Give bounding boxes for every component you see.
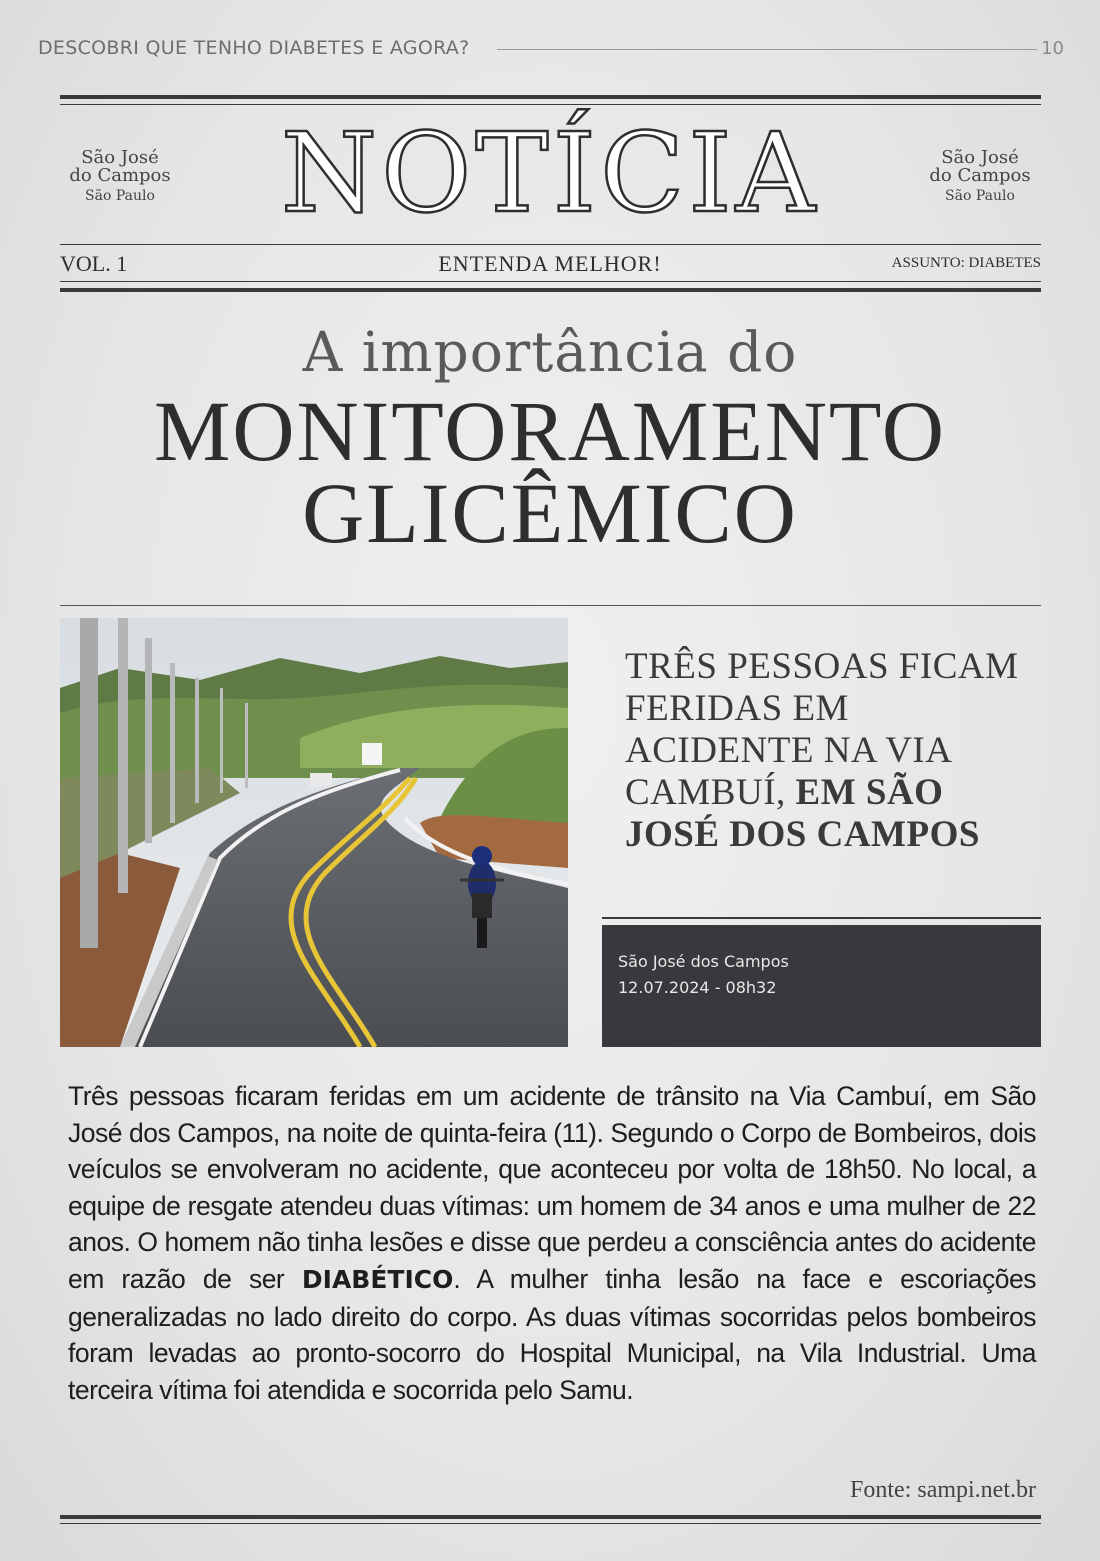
subject-label: ASSUNTO: DIABETES — [891, 255, 1041, 271]
page-number: 10 — [1041, 38, 1064, 59]
footer-rule — [60, 1515, 1041, 1519]
location-left-line2: do Campos — [69, 165, 171, 186]
story-body-after: . A mulher tinha lesão na face e escoriações generalizadas no lado direito do corpo. As duas vítimas socorridas pelos bombeiros foram levadas ao pronto-socorro do Hospital Municipal, na Vila Industrial. Uma terceira vítima foi atendida e socorrida pelo Samu. — [68, 1263, 1036, 1405]
running-head-rule — [497, 49, 1037, 50]
masthead-top-rule-thin — [60, 104, 1041, 105]
tagline: ENTENDA MELHOR! — [438, 251, 662, 276]
story-body — [68, 1078, 1036, 1408]
headline-main-line1: MONITORAMENTO — [153, 383, 947, 479]
story-location: São José dos Campos — [618, 952, 789, 971]
road-accident-photo — [60, 618, 568, 1047]
headline-main-line2: GLICÊMICO — [302, 465, 798, 561]
location-right-line2: do Campos — [929, 165, 1031, 186]
location-left — [50, 149, 190, 203]
location-right-line3: São Paulo — [945, 188, 1015, 204]
footer-rule-thin — [60, 1523, 1041, 1524]
headline-divider — [60, 605, 1041, 606]
volume-label: VOL. 1 — [60, 251, 128, 276]
location-left-line3: São Paulo — [85, 188, 155, 204]
location-right-line1: São José — [941, 147, 1019, 168]
subbar-bottom-rule — [60, 288, 1041, 292]
running-head-title: DESCOBRI QUE TENHO DIABETES E AGORA? — [38, 37, 470, 59]
subbar-top-rule — [60, 244, 1041, 245]
subbar-bottom-rule-thin — [60, 281, 1041, 282]
masthead-title: NOTÍCIA — [280, 109, 820, 237]
story-datetime: 12.07.2024 - 08h32 — [618, 978, 777, 997]
location-left-line1: São José — [81, 147, 159, 168]
story-divider — [602, 917, 1041, 919]
location-right — [910, 149, 1050, 203]
story-info-box — [602, 925, 1041, 1047]
story-source: Fonte: sampi.net.br — [850, 1477, 1036, 1503]
headline-sub: A importância do — [302, 320, 798, 384]
story-headline — [625, 646, 1035, 856]
story-body-before: Três pessoas ficaram feridas em um acidente de trânsito na Via Cambuí, em São José dos Campos, na noite de quinta-feira (11). Segundo o Corpo de Bombeiros, dois veículos se envolveram no acidente, que aconteceu por volta de 18h50. No local, a equipe de resgate atendeu duas vítimas: um homem de 34 anos e uma mulher de 22 anos. O homem não tinha lesões e disse que perdeu a consciência antes do acidente em razão de ser — [68, 1081, 1036, 1294]
story-body-bold: DIABÉTICO — [301, 1264, 454, 1294]
story-headline-regular: TRÊS PESSOAS FICAM FERIDAS EM ACIDENTE NA VIA CAMBUÍ, — [625, 646, 1019, 813]
masthead-top-rule — [60, 95, 1041, 99]
story-headline-bold: EM SÃO JOSÉ DOS CAMPOS — [625, 772, 980, 855]
